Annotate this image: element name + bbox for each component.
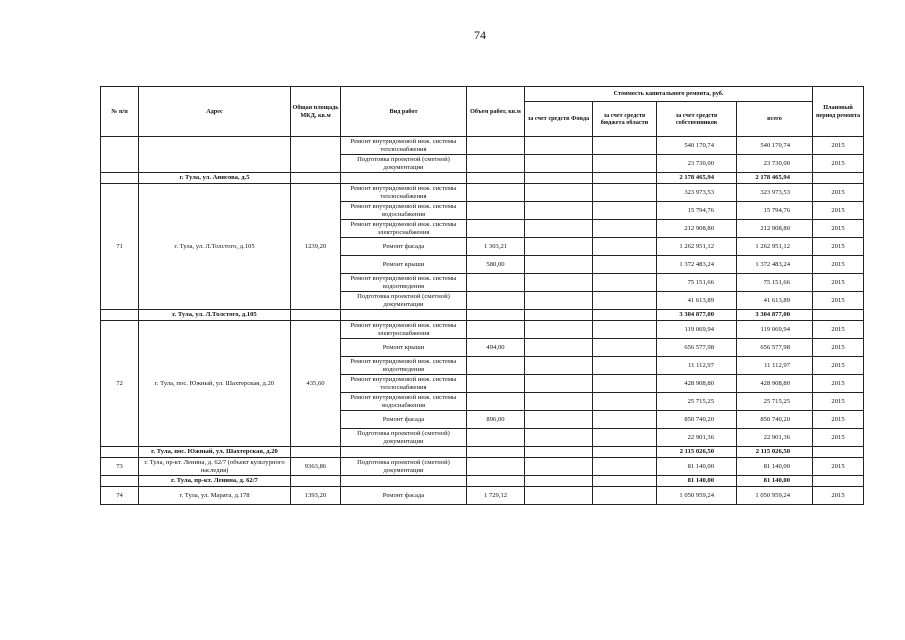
subtotal-num (101, 173, 139, 184)
subtotal-row (101, 310, 864, 321)
row-area: 1393,20 (291, 487, 341, 505)
row-budget (593, 339, 657, 357)
row-owners: 11 112,97 (657, 357, 737, 375)
subtotal-area (291, 173, 341, 184)
row-work-type: Ремонт крыши (341, 339, 467, 357)
subtotal-area (291, 447, 341, 458)
subtotal-work (341, 476, 467, 487)
row-volume (467, 429, 525, 447)
row-work-type: Ремонт внутридомовой инж. системы электроснабжения (341, 220, 467, 238)
header-cost-group: Стоимость капитального ремонта, руб. (525, 87, 813, 102)
row-area: 1239,20 (291, 184, 341, 310)
row-total: 656 577,98 (737, 339, 813, 357)
row-work-type: Ремонт фасада (341, 487, 467, 505)
subtotal-owners: 2 178 465,94 (657, 173, 737, 184)
row-owners: 1 050 959,24 (657, 487, 737, 505)
row-total: 15 794,76 (737, 202, 813, 220)
capital-repair-table (100, 86, 864, 505)
subtotal-area (291, 310, 341, 321)
row-area: 9363,86 (291, 458, 341, 476)
row-period: 2015 (813, 357, 864, 375)
row-work-type: Ремонт внутридомовой инж. системы водоснабжения (341, 202, 467, 220)
row-fund (525, 292, 593, 310)
row-owners: 323 973,53 (657, 184, 737, 202)
subtotal-total: 2 115 026,50 (737, 447, 813, 458)
row-volume (467, 357, 525, 375)
row-volume (467, 274, 525, 292)
header-num: № п/п (101, 87, 139, 137)
row-period: 2015 (813, 487, 864, 505)
row-owners: 1 372 483,24 (657, 256, 737, 274)
row-period: 2015 (813, 375, 864, 393)
header-area: Общая площадь МКД, кв.м (291, 87, 341, 137)
row-fund (525, 256, 593, 274)
row-budget (593, 429, 657, 447)
row-work-type: Подготовка проектной (сметной) документации (341, 155, 467, 173)
row-fund (525, 321, 593, 339)
row-owners: 23 730,00 (657, 155, 737, 173)
subtotal-volume (467, 310, 525, 321)
row-period: 2015 (813, 184, 864, 202)
subtotal-budget (593, 173, 657, 184)
row-volume: 1 729,12 (467, 487, 525, 505)
row-address (139, 137, 291, 173)
row-budget (593, 375, 657, 393)
row-period: 2015 (813, 393, 864, 411)
subtotal-num (101, 310, 139, 321)
row-volume (467, 292, 525, 310)
row-volume: 494,00 (467, 339, 525, 357)
row-owners: 212 908,80 (657, 220, 737, 238)
row-work-type: Ремонт внутридомовой инж. системы теплоснабжения (341, 375, 467, 393)
row-period: 2015 (813, 256, 864, 274)
row-volume (467, 137, 525, 155)
row-total: 850 740,20 (737, 411, 813, 429)
row-fund (525, 238, 593, 256)
row-owners: 1 262 951,12 (657, 238, 737, 256)
row-period: 2015 (813, 238, 864, 256)
header-budget: за счет средств бюджета области (593, 102, 657, 137)
row-owners: 41 613,89 (657, 292, 737, 310)
row-fund (525, 393, 593, 411)
row-work-type: Ремонт крыши (341, 256, 467, 274)
row-total: 540 170,74 (737, 137, 813, 155)
row-volume (467, 375, 525, 393)
row-period: 2015 (813, 429, 864, 447)
row-total: 41 613,89 (737, 292, 813, 310)
row-period: 2015 (813, 292, 864, 310)
subtotal-owners: 2 115 026,50 (657, 447, 737, 458)
row-budget (593, 292, 657, 310)
row-work-type: Подготовка проектной (сметной) документации (341, 458, 467, 476)
row-budget (593, 274, 657, 292)
row-fund (525, 155, 593, 173)
subtotal-fund (525, 476, 593, 487)
header-address: Адрес (139, 87, 291, 137)
row-fund (525, 274, 593, 292)
row-work-type: Ремонт внутридомовой инж. системы водоснабжения (341, 393, 467, 411)
row-work-type: Ремонт внутридомовой инж. системы водоотведения (341, 274, 467, 292)
row-fund (525, 220, 593, 238)
subtotal-row (101, 447, 864, 458)
row-total: 1 372 483,24 (737, 256, 813, 274)
header-total: всего (737, 102, 813, 137)
row-fund (525, 137, 593, 155)
row-owners: 119 069,94 (657, 321, 737, 339)
subtotal-row (101, 476, 864, 487)
row-total: 212 908,80 (737, 220, 813, 238)
header-volume: Объем работ, кв.м (467, 87, 525, 137)
subtotal-address: г. Тула, ул. Анисова, д.5 (139, 173, 291, 184)
row-owners: 25 715,25 (657, 393, 737, 411)
row-volume (467, 321, 525, 339)
subtotal-volume (467, 447, 525, 458)
row-budget (593, 155, 657, 173)
row-owners: 75 151,66 (657, 274, 737, 292)
row-owners: 81 140,00 (657, 458, 737, 476)
row-fund (525, 487, 593, 505)
row-total: 75 151,66 (737, 274, 813, 292)
subtotal-period (813, 447, 864, 458)
row-fund (525, 357, 593, 375)
subtotal-period (813, 173, 864, 184)
row-work-type: Ремонт фасада (341, 411, 467, 429)
subtotal-num (101, 447, 139, 458)
row-period: 2015 (813, 339, 864, 357)
header-owners: за счет средств собственников (657, 102, 737, 137)
row-total: 25 715,25 (737, 393, 813, 411)
row-fund (525, 429, 593, 447)
row-volume (467, 184, 525, 202)
row-period: 2015 (813, 202, 864, 220)
table-row (101, 321, 864, 339)
row-work-type: Ремонт фасада (341, 238, 467, 256)
row-area: 435,60 (291, 321, 341, 447)
row-budget (593, 184, 657, 202)
row-volume (467, 202, 525, 220)
row-total: 23 730,00 (737, 155, 813, 173)
page-number: 74 (474, 28, 486, 42)
row-volume: 580,00 (467, 256, 525, 274)
row-total: 22 901,36 (737, 429, 813, 447)
subtotal-fund (525, 447, 593, 458)
subtotal-row (101, 173, 864, 184)
row-fund (525, 411, 593, 429)
row-budget (593, 487, 657, 505)
subtotal-period (813, 476, 864, 487)
row-total: 11 112,97 (737, 357, 813, 375)
row-total: 81 140,00 (737, 458, 813, 476)
row-total: 119 069,94 (737, 321, 813, 339)
row-owners: 428 908,80 (657, 375, 737, 393)
row-budget (593, 238, 657, 256)
header-work: Вид работ (341, 87, 467, 137)
row-volume (467, 220, 525, 238)
row-budget (593, 458, 657, 476)
row-period: 2015 (813, 220, 864, 238)
table-body (101, 137, 864, 505)
row-work-type: Ремонт внутридомовой инж. системы электроснабжения (341, 321, 467, 339)
row-owners: 15 794,76 (657, 202, 737, 220)
row-volume (467, 155, 525, 173)
subtotal-total: 81 140,00 (737, 476, 813, 487)
row-period: 2015 (813, 137, 864, 155)
row-number: 71 (101, 184, 139, 310)
header-period: Плановый период ремонта (813, 87, 864, 137)
subtotal-volume (467, 476, 525, 487)
subtotal-owners: 81 140,00 (657, 476, 737, 487)
subtotal-address: г. Тула, ул. Л.Толстого, д.105 (139, 310, 291, 321)
row-period: 2015 (813, 274, 864, 292)
row-address: г. Тула, пос. Южный, ул. Шахтерская, д.20 (139, 321, 291, 447)
row-period: 2015 (813, 411, 864, 429)
row-period: 2015 (813, 155, 864, 173)
table-row (101, 184, 864, 202)
table-row (101, 487, 864, 505)
row-fund (525, 202, 593, 220)
subtotal-address: г. Тула, пр-кт. Ленина, д. 62/7 (139, 476, 291, 487)
row-total: 323 973,53 (737, 184, 813, 202)
row-owners: 540 170,74 (657, 137, 737, 155)
row-number: 74 (101, 487, 139, 505)
row-total: 1 050 959,24 (737, 487, 813, 505)
subtotal-owners: 3 304 877,00 (657, 310, 737, 321)
subtotal-fund (525, 173, 593, 184)
row-volume: 1 303,21 (467, 238, 525, 256)
subtotal-num (101, 476, 139, 487)
row-work-type: Подготовка проектной (сметной) документации (341, 292, 467, 310)
header-fund: за счет средств Фонда (525, 102, 593, 137)
subtotal-work (341, 173, 467, 184)
row-period: 2015 (813, 321, 864, 339)
subtotal-period (813, 310, 864, 321)
row-owners: 656 577,98 (657, 339, 737, 357)
subtotal-fund (525, 310, 593, 321)
row-fund (525, 339, 593, 357)
row-work-type: Ремонт внутридомовой инж. системы водоотведения (341, 357, 467, 375)
row-number: 72 (101, 321, 139, 447)
row-fund (525, 184, 593, 202)
row-budget (593, 202, 657, 220)
subtotal-budget (593, 476, 657, 487)
row-work-type: Подготовка проектной (сметной) документации (341, 429, 467, 447)
row-volume (467, 393, 525, 411)
row-fund (525, 375, 593, 393)
row-address: г. Тула, ул. Л.Толстого, д.105 (139, 184, 291, 310)
row-volume (467, 458, 525, 476)
subtotal-work (341, 447, 467, 458)
subtotal-work (341, 310, 467, 321)
row-number: 73 (101, 458, 139, 476)
table-row (101, 458, 864, 476)
row-owners: 850 740,20 (657, 411, 737, 429)
subtotal-budget (593, 447, 657, 458)
subtotal-total: 3 304 877,00 (737, 310, 813, 321)
table-row (101, 137, 864, 155)
subtotal-address: г. Тула, пос. Южный, ул. Шахтерская, д.20 (139, 447, 291, 458)
subtotal-budget (593, 310, 657, 321)
row-address: г. Тула, ул. Марата, д.178 (139, 487, 291, 505)
row-total: 1 262 951,12 (737, 238, 813, 256)
row-area (291, 137, 341, 173)
row-work-type: Ремонт внутридомовой инж. системы теплоснабжения (341, 184, 467, 202)
row-fund (525, 458, 593, 476)
row-number (101, 137, 139, 173)
subtotal-volume (467, 173, 525, 184)
subtotal-area (291, 476, 341, 487)
row-budget (593, 220, 657, 238)
row-owners: 22 901,36 (657, 429, 737, 447)
row-budget (593, 137, 657, 155)
subtotal-total: 2 178 465,94 (737, 173, 813, 184)
row-work-type: Ремонт внутридомовой инж. системы теплоснабжения (341, 137, 467, 155)
row-volume: 896,00 (467, 411, 525, 429)
row-budget (593, 256, 657, 274)
row-budget (593, 411, 657, 429)
row-address: г. Тула, пр-кт. Ленина, д. 62/7 (объект культурного наследия) (139, 458, 291, 476)
row-budget (593, 321, 657, 339)
row-period: 2015 (813, 458, 864, 476)
row-total: 428 908,80 (737, 375, 813, 393)
row-budget (593, 357, 657, 375)
row-budget (593, 393, 657, 411)
